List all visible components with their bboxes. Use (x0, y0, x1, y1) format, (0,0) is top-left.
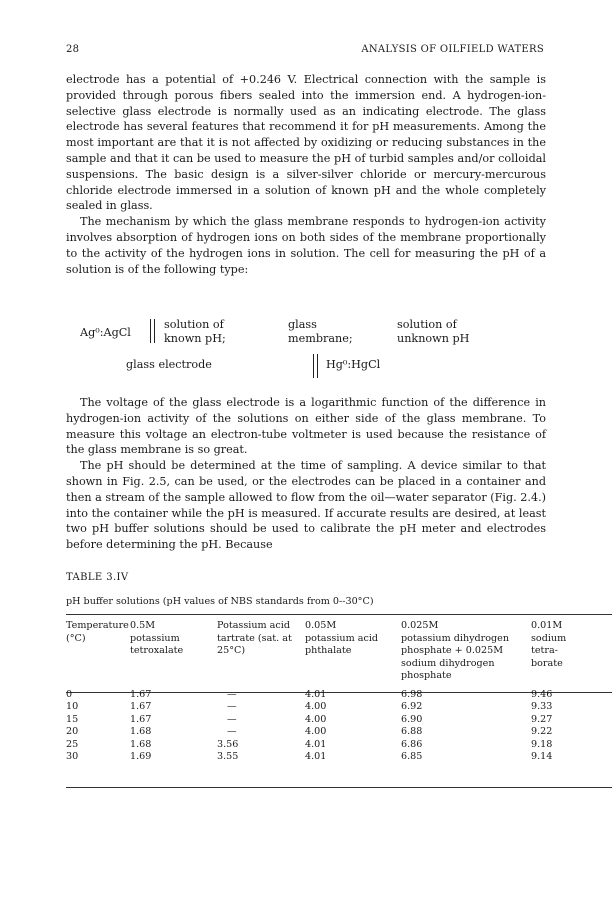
body-text-top (66, 72, 546, 277)
table-row: 30 1.69 3.55 4.01 6.85 9.14 (66, 751, 553, 762)
col-header-tetroxalate: 0.5M potassium tetroxalate (130, 620, 184, 656)
table-top-rule (66, 614, 612, 615)
running-title: ANALYSIS OF OILFIELD WATERS (361, 44, 544, 55)
table-row: 25 1.68 3.56 4.01 6.86 9.18 (66, 738, 553, 750)
table-row: 20 1.68 — 4.00 6.88 9.22 (66, 726, 553, 737)
col-header-phthalate: 0.05M potassium acid phthalate (305, 620, 379, 656)
junction-bars-left (150, 319, 157, 343)
paragraph-voltage: The voltage of the glass electrode is a logarithmic function of the difference in hydrogen-ion activity of the solutions on either side of the glass membrane. To measure this voltage an electron-tube voltmeter is used because the resistance of the glass membrane is so great. (66, 396, 546, 457)
table-row: 15 1.67 — 4.00 6.90 9.27 (66, 713, 553, 725)
col-header-temperature: Temperature (°C) (66, 620, 129, 644)
solution-known-line1: solution of (164, 318, 224, 331)
solution-known-line2: known pH; (164, 332, 226, 345)
table-title: pH buffer solutions (pH values of NBS standards from 0--30°C) (66, 596, 374, 607)
paragraph-sampling: The pH should be determined at the time of sampling. A device similar to that shown in Fig. 2.5, can be used, or the electrodes can be placed in a container and then a stream of the sample allowed to flow from the oil—water separator (Fig. 2.4.) into the container while the pH is measured. If accurate results are desired, at least two pH buffer solutions should be used to calibrate the pH meter and electrodes before determining the pH. Because (66, 459, 546, 552)
table-number: TABLE 3.IV (66, 572, 129, 583)
table-header-row (66, 620, 612, 689)
membrane-line2: membrane; (288, 332, 353, 345)
membrane-line1: glass (288, 318, 317, 331)
solution-unknown-line1: solution of (397, 318, 457, 331)
left-electrode: Ag⁰:AgCl (80, 326, 131, 339)
cell-diagram (66, 318, 546, 378)
junction-bars-right (313, 354, 320, 378)
page-number: 28 (66, 44, 80, 55)
body-text-bottom (66, 395, 546, 553)
col-header-tartrate: Potassium acid tartrate (sat. at 25°C) (217, 620, 292, 656)
reference-electrode: Hg⁰:HgCl (326, 358, 381, 371)
ph-buffer-table (66, 620, 612, 764)
col-header-borate: 0.01M sodium tetra- borate (531, 620, 567, 669)
paragraph-mechanism: The mechanism by which the glass membrane responds to hydrogen-ion activity involves absorption of hydrogen ions on both sides of the membrane proportionally to the activity of the hydrogen ions in solution. The cell for measuring the pH of a solution is of the following type: (66, 215, 546, 276)
solution-unknown-line2: unknown pH (397, 332, 470, 345)
table-row: 0 1.67 — 4.01 6.98 9.46 (66, 688, 553, 700)
paragraph-electrode: electrode has a potential of +0.246 V. Electrical connection with the sample is provided through porous fibers sealed into the immersion end. A hydrogen-ion-selective glass electrode is normally used as an indicating electrode. The glass electrode has several features that recommend it for pH measurements. Among the most important are that it is not affected by oxidizing or reducing substances in the sample and that it can be used to measure the pH of turbid samples and/or colloidal suspensions. The basic design is a silver-silver chloride or mercury-mercurous chloride electrode immersed in a solution of known pH and the whole completely sealed in glass. (66, 73, 546, 213)
table-row: 10 1.67 — 4.00 6.92 9.33 (66, 701, 553, 712)
glass-electrode-label: glass electrode (126, 358, 212, 371)
col-header-phosphate: 0.025M potassium dihydrogen phosphate + 0.025M sodium dihydrogen phosphate (401, 620, 510, 681)
table-bottom-rule (66, 787, 612, 788)
